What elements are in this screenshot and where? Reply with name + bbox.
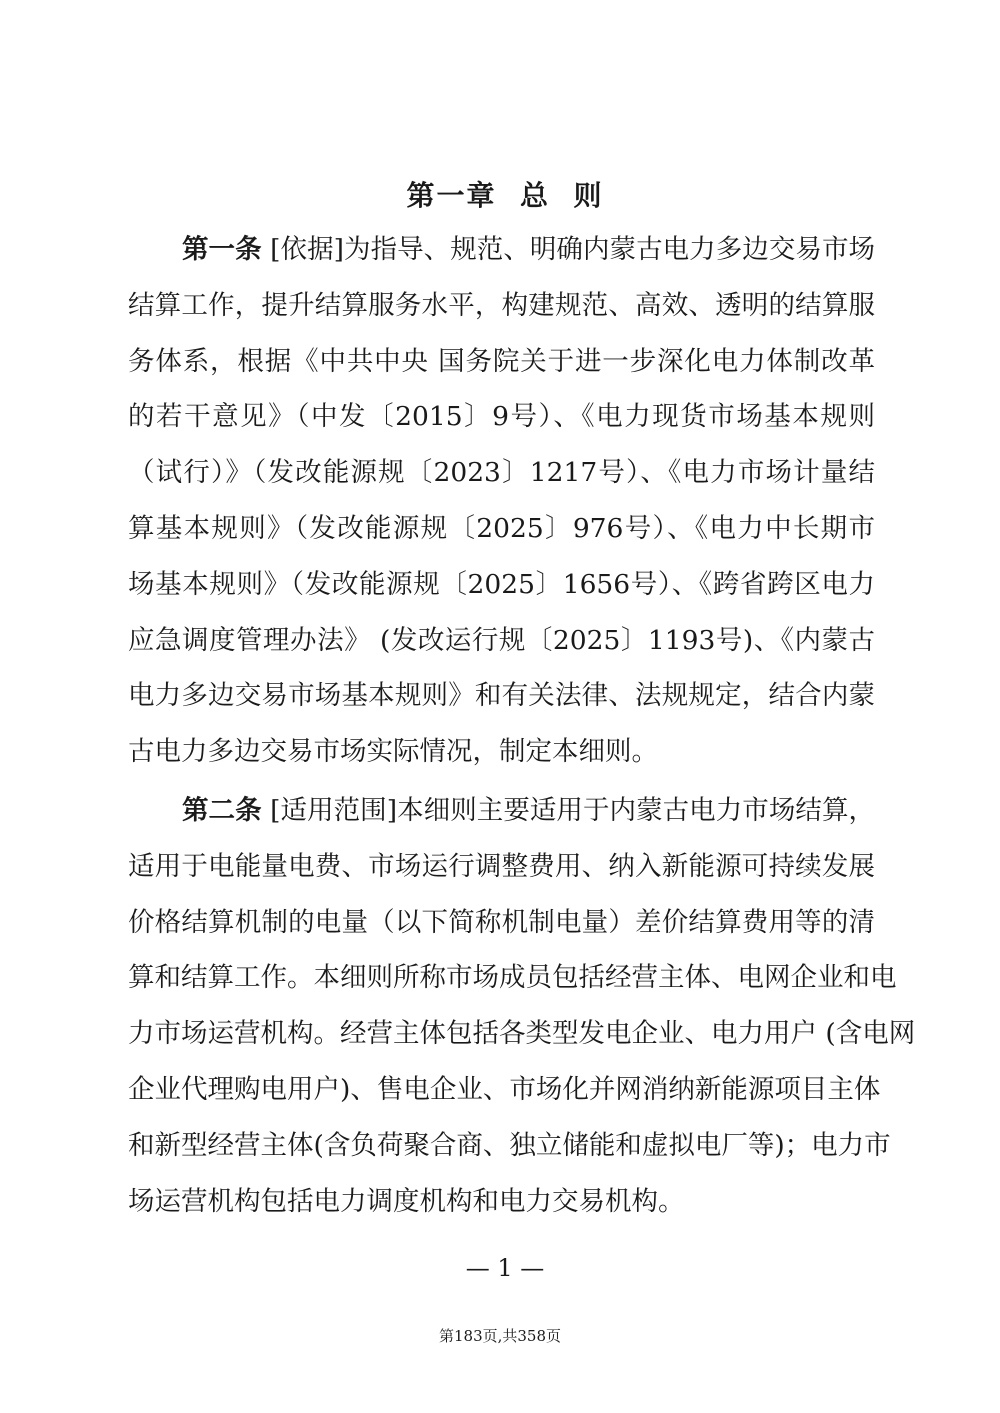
article-line: 价格结算机制的电量（以下简称机制电量）差价结算费用等的清 bbox=[128, 906, 875, 938]
article-line: 应急调度管理办法》 (发改运行规〔2025〕1193号)、《内蒙古 bbox=[128, 624, 875, 656]
article-label: 第二条 bbox=[182, 795, 262, 826]
article-line: 结算工作，提升结算服务水平，构建规范、高效、透明的结算服 bbox=[128, 289, 875, 321]
article-line: 算和结算工作。本细则所称市场成员包括经营主体、电网企业和电 bbox=[128, 962, 897, 994]
article-text: [依据]为指导、规范、明确内蒙古电力多边交易市场 bbox=[261, 234, 875, 265]
page-footer: 第183页,共358页 bbox=[438, 1327, 562, 1345]
article-line: 算基本规则》（发改能源规〔2025〕976号）、《电力中长期市 bbox=[128, 512, 875, 544]
article-line: 古电力多边交易市场实际情况，制定本细则。 bbox=[128, 736, 658, 768]
chapter-title: 第一章 总 则 bbox=[406, 179, 604, 212]
article-line: （试行）》（发改能源规〔2023〕1217号）、《电力市场计量结 bbox=[128, 457, 875, 489]
article-line: 场基本规则》（发改能源规〔2025〕1656号）、《跨省跨区电力 bbox=[128, 568, 875, 600]
article-2 bbox=[128, 783, 916, 1229]
article-line bbox=[128, 783, 875, 839]
article-line: 电力多边交易市场基本规则》和有关法律、法规规定，结合内蒙 bbox=[128, 680, 875, 712]
article-line: 企业代理购电用户)、售电企业、市场化并网消纳新能源项目主体 bbox=[128, 1073, 881, 1105]
article-line: 和新型经营主体(含负荷聚合商、独立储能和虚拟电厂等)；电力市 bbox=[128, 1129, 891, 1161]
article-line: 适用于电能量电费、市场运行调整费用、纳入新能源可持续发展 bbox=[128, 850, 875, 882]
page-number: — 1 — bbox=[465, 1254, 545, 1282]
article-line: 的若干意见》（中发〔2015〕9号）、《电力现货市场基本规则 bbox=[128, 401, 875, 433]
article-label: 第一条 bbox=[182, 234, 262, 265]
article-line: 力市场运营机构。经营主体包括各类型发电企业、电力用户 (含电网 bbox=[128, 1018, 916, 1050]
article-line bbox=[128, 222, 875, 278]
article-line: 场运营机构包括电力调度机构和电力交易机构。 bbox=[128, 1185, 685, 1217]
article-1 bbox=[128, 222, 875, 780]
article-text: [适用范围]本细则主要适用于内蒙古电力市场结算， bbox=[261, 795, 875, 826]
article-line: 务体系，根据《中共中央 国务院关于进一步深化电力体制改革 bbox=[128, 345, 875, 377]
